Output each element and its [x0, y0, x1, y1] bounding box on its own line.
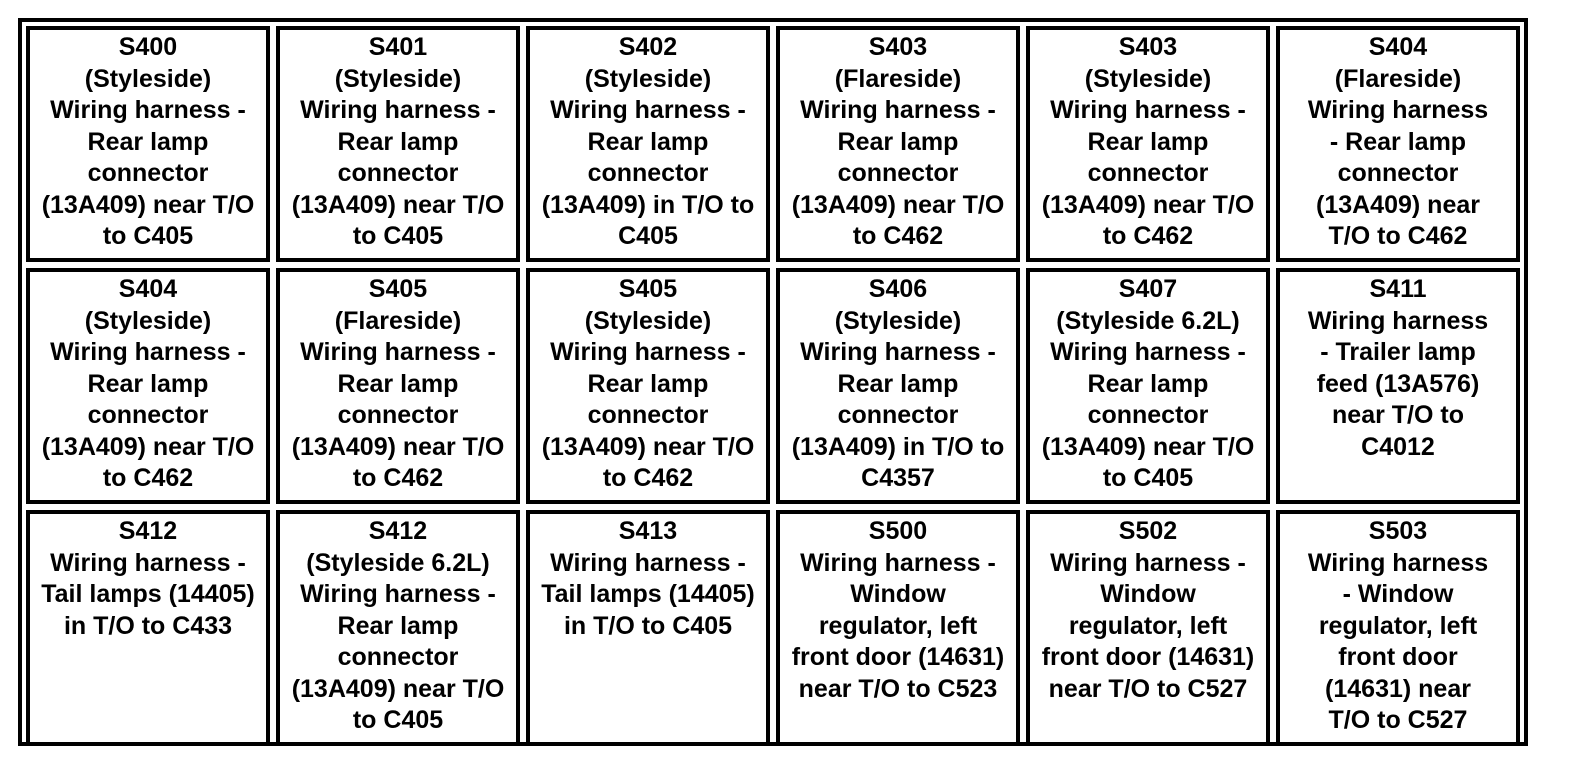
- table-cell: [276, 268, 520, 504]
- cell-text: S405 (Flareside) Wiring harness - Rear lamp connector (13A409) near T/O to C462: [291, 275, 505, 492]
- cell-text: S500 Wiring harness - Window regulator, left front door (14631) near T/O to C523: [791, 517, 1005, 703]
- cell-text: S406 (Styleside) Wiring harness - Rear lamp connector (13A409) in T/O to C4357: [791, 275, 1005, 492]
- table-cell: [776, 268, 1020, 504]
- table-cell: [1276, 268, 1520, 504]
- table-cell: [1276, 510, 1520, 746]
- splice-grid: [26, 26, 1520, 738]
- cell-text: S413 Wiring harness - Tail lamps (14405) in T/O to C405: [541, 517, 755, 640]
- table-cell: [26, 26, 270, 262]
- table-cell: [26, 510, 270, 746]
- table-cell: [1276, 26, 1520, 262]
- cell-text: S404 (Styleside) Wiring harness - Rear lamp connector (13A409) near T/O to C462: [41, 275, 255, 492]
- cell-text: S404 (Flareside) Wiring harness - Rear lamp connector (13A409) near T/O to C462: [1307, 33, 1489, 250]
- cell-text: S405 (Styleside) Wiring harness - Rear lamp connector (13A409) near T/O to C462: [541, 275, 755, 492]
- table-cell: [526, 510, 770, 746]
- cell-text: S403 (Styleside) Wiring harness - Rear lamp connector (13A409) near T/O to C462: [1041, 33, 1255, 250]
- table-cell: [276, 510, 520, 746]
- cell-text: S412 (Styleside 6.2L) Wiring harness - Rear lamp connector (13A409) near T/O to C405: [291, 517, 505, 734]
- cell-text: S502 Wiring harness - Window regulator, left front door (14631) near T/O to C527: [1041, 517, 1255, 703]
- cell-text: S401 (Styleside) Wiring harness - Rear lamp connector (13A409) near T/O to C405: [291, 33, 505, 250]
- splice-table: [18, 18, 1528, 746]
- table-cell: [776, 510, 1020, 746]
- cell-text: S400 (Styleside) Wiring harness - Rear lamp connector (13A409) near T/O to C405: [41, 33, 255, 250]
- cell-text: S411 Wiring harness - Trailer lamp feed (13A576) near T/O to C4012: [1307, 275, 1489, 461]
- table-cell: [1026, 268, 1270, 504]
- cell-text: S407 (Styleside 6.2L) Wiring harness - Rear lamp connector (13A409) near T/O to C405: [1041, 275, 1255, 492]
- table-cell: [776, 26, 1020, 262]
- cell-text: S402 (Styleside) Wiring harness - Rear lamp connector (13A409) in T/O to C405: [541, 33, 755, 250]
- cell-text: S412 Wiring harness - Tail lamps (14405) in T/O to C433: [41, 517, 255, 640]
- table-cell: [276, 26, 520, 262]
- table-cell: [526, 26, 770, 262]
- table-cell: [26, 268, 270, 504]
- table-cell: [1026, 510, 1270, 746]
- table-cell: [526, 268, 770, 504]
- table-cell: [1026, 26, 1270, 262]
- cell-text: S503 Wiring harness - Window regulator, left front door (14631) near T/O to C527: [1307, 517, 1489, 734]
- cell-text: S403 (Flareside) Wiring harness - Rear lamp connector (13A409) near T/O to C462: [791, 33, 1005, 250]
